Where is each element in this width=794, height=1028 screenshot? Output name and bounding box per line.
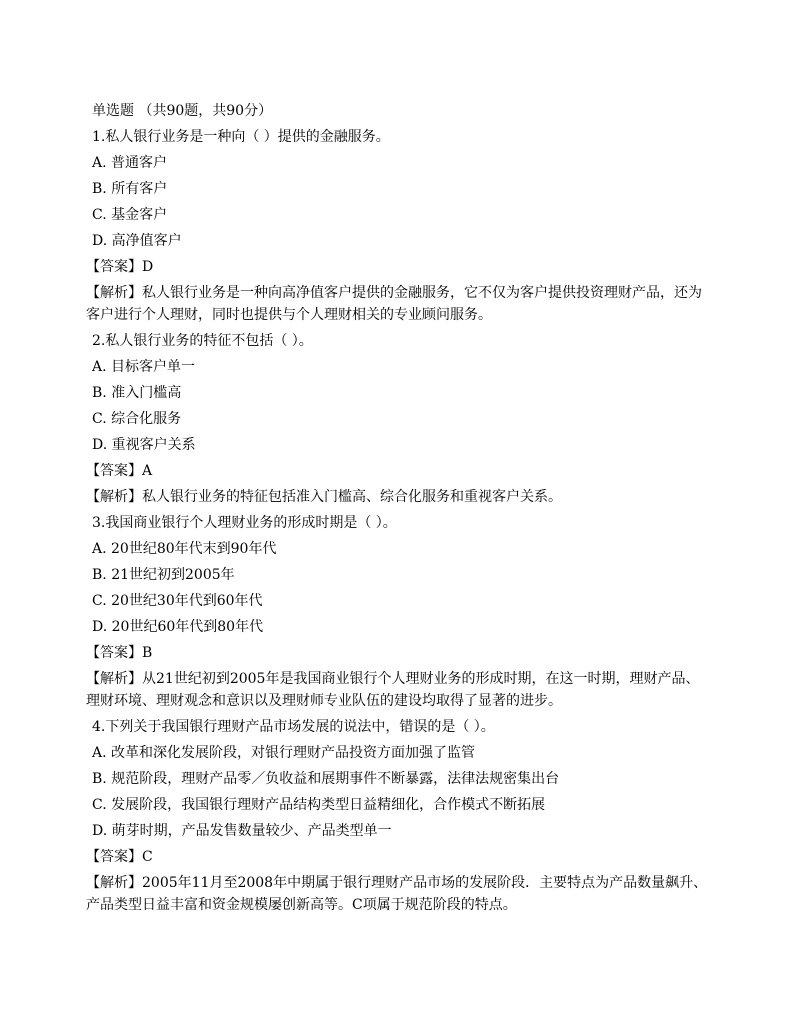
answer-tag: 【答案】 [86,463,142,479]
question-3 [86,510,712,714]
answer-value: B [142,645,153,661]
option-a: A. 目标客户单一 [92,359,196,375]
option-b: B. 所有客户 [92,181,168,197]
analysis-text: 2005年11月至2008年中期属于银行理财产品市场的发展阶段．主要特点为产品数量飙升、产品类型日益丰富和资金规模屡创新高等。C项属于规范阶段的特点。 [86,875,708,913]
option-d: D. 高净值客户 [92,233,182,249]
answer-value: C [142,849,153,865]
question-stem: 2.私人银行业务的特征不包括（ ）。 [92,333,313,349]
answer-line [86,640,712,666]
option-b: B. 21世纪初到2005年 [92,567,235,583]
analysis-text: 从21世纪初到2005年是我国商业银行个人理财业务的形成时期，在这一时期，理财产品、理财环境、理财观念和意识以及理财师专业队伍的建设均取得了显著的进步。 [86,671,700,709]
option-c: C. 发展阶段，我国银行理财产品结构类型日益精细化，合作模式不断拓展 [92,797,546,813]
question-stem: 4.下列关于我国银行理财产品市场发展的说法中，错误的是（ ）。 [92,719,495,735]
option-d: D. 20世纪60年代到80年代 [92,619,264,635]
option-d: D. 萌芽时期，产品发售数量较少、产品类型单一 [92,823,392,839]
option-b: B. 规范阶段，理财产品零／负收益和展期事件不断暴露，法律法规密集出台 [92,771,560,787]
question-stem: 1.私人银行业务是一种向（ ）提供的金融服务。 [92,129,390,145]
answer-value: A [142,463,153,479]
analysis-tag: 【解析】 [86,285,142,301]
answer-line [86,844,712,870]
option-c: C. 综合化服务 [92,411,182,427]
question-4 [86,714,712,918]
answer-line [86,458,712,484]
question-1 [86,124,712,328]
analysis-text: 私人银行业务是一种向高净值客户提供的金融服务，它不仅为客户提供投资理财产品，还为客户进行个人理财，同时也提供与个人理财相关的专业顾问服务。 [86,285,702,323]
answer-tag: 【答案】 [86,259,142,275]
analysis-text: 私人银行业务的特征包括准入门槛高、综合化服务和重视客户关系。 [142,489,562,505]
analysis-tag: 【解析】 [86,875,142,891]
analysis-paragraph [86,280,712,328]
analysis-tag: 【解析】 [86,489,142,505]
analysis-paragraph [86,666,712,714]
option-d: D. 重视客户关系 [92,437,196,453]
analysis-paragraph [86,870,712,918]
option-c: C. 20世纪30年代到60年代 [92,593,263,609]
option-a: A. 改革和深化发展阶段，对银行理财产品投资方面加强了监管 [92,745,476,761]
option-b: B. 准入门槛高 [92,385,182,401]
answer-value: D [142,259,154,275]
analysis-paragraph [86,484,712,510]
option-a: A. 20世纪80年代末到90年代 [92,541,277,557]
analysis-tag: 【解析】 [86,671,142,687]
answer-line [86,254,712,280]
question-list [86,98,712,918]
section-header: 单选题 （共90题，共90分） [92,103,273,119]
question-2 [86,328,712,510]
option-a: A. 普通客户 [92,155,168,171]
question-stem: 3.我国商业银行个人理财业务的形成时期是（ ）。 [92,515,397,531]
answer-tag: 【答案】 [86,849,142,865]
answer-tag: 【答案】 [86,645,142,661]
option-c: C. 基金客户 [92,207,168,223]
